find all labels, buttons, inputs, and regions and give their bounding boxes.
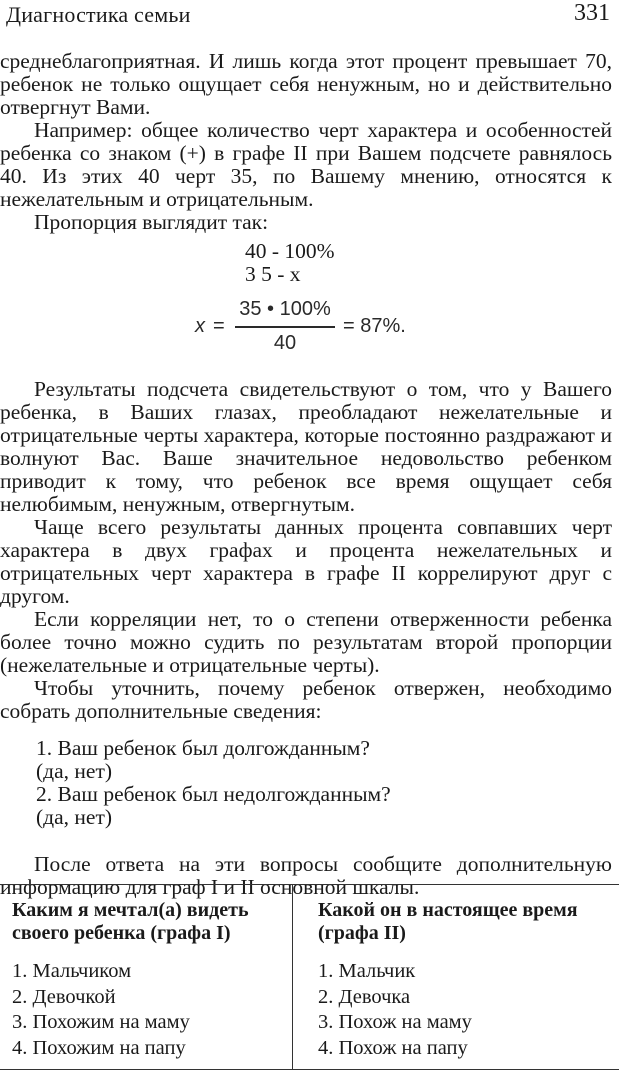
table-item: 3. Похожим на маму: [12, 1011, 190, 1033]
table-item: 2. Девочкой: [12, 985, 116, 1008]
equation-denominator: 40: [273, 332, 297, 354]
page-header: [6, 2, 610, 28]
proportion-line: 40 - 100%: [245, 239, 335, 263]
page-number: 331: [574, 0, 610, 26]
table-header: Какой он в настоящее время (графа II): [318, 899, 578, 944]
table-item-list: [12, 959, 190, 1061]
paragraph-after-questions: После ответа на эти вопросы сообщите дополнительную информацию для граф I и II основной шкалы.: [0, 852, 612, 899]
paragraph-clarify: Чтобы уточнить, почему ребенок отвержен, необходимо собрать дополнительные сведения:: [0, 676, 612, 723]
paragraph-no-correlation: Если корреляции нет, то о степени отверженности ребенка более точно можно судить по результатам второй пропорции (нежелательные и отрицательные черты).: [0, 607, 612, 677]
table-column-dream: [0, 885, 293, 1069]
answer-options: (да, нет): [36, 805, 112, 829]
body-text: [0, 50, 612, 899]
table-item: 1. Мальчиком: [12, 960, 132, 982]
table-item: 3. Похож на маму: [318, 1011, 472, 1033]
table-item: 4. Похожим на папу: [12, 1036, 186, 1059]
answer-options: (да, нет): [36, 759, 112, 783]
fraction-bar: [235, 326, 335, 328]
question-item: 1. Ваш ребенок был долгожданным?: [36, 736, 370, 760]
question-list: [36, 737, 612, 829]
traits-table: [0, 884, 619, 1070]
table-header: Каким я мечтал(а) видеть своего ребенка (графа I): [12, 899, 249, 944]
percentage-equation: [195, 298, 612, 358]
paragraph-proportion-intro: Пропорция выглядит так:: [34, 210, 269, 234]
proportion-line: 3 5 - х: [245, 262, 301, 286]
table-item: 4. Похож на папу: [318, 1036, 468, 1059]
equation-result: = 87%.: [343, 315, 406, 337]
equation-equals: =: [213, 315, 225, 337]
paragraph-results: Результаты подсчета свидетельствуют о том, что у Вашего ребенка, в Ваших глазах, преобладают нежелательные и отрицательные черты характера, которые постоянно раздражают и волнуют Вас. Ваше значительное недовольство ребенком приводит к тому, что ребенок все время ощущает себя нелюбимым, ненужным, отвергнутым.: [0, 377, 612, 516]
table-item: 2. Девочка: [318, 985, 411, 1008]
table-item-list: [318, 959, 472, 1061]
paragraph-correlation: Чаще всего результаты данных процента совпавших черт характера в двух графах и процента нежелательных и отрицательных черт характера в графе II коррелируют друг с другом.: [0, 515, 612, 608]
equation-variable: x: [195, 315, 205, 337]
paragraph-example: Например: общее количество черт характера и особенностей ребенка со знаком (+) в графе II при Вашем подсчете равнялось 40. Из этих 40 черт 35, по Вашему мнению, относятся к нежелательным и отрицательным.: [0, 118, 612, 211]
equation-numerator: 35 • 100%: [239, 298, 331, 320]
table-column-current: [294, 885, 619, 1069]
question-item: 2. Ваш ребенок был недолгожданным?: [36, 782, 391, 806]
running-head: Диагностика семьи: [6, 2, 191, 27]
proportion-lines: [245, 240, 612, 286]
paragraph-continuation: среднеблагоприятная. И лишь когда этот процент превышает 70, ребенок не только ощущает себя ненужным, но и действительно отвергнут Вами.: [0, 49, 612, 119]
table-item: 1. Мальчик: [318, 960, 416, 982]
